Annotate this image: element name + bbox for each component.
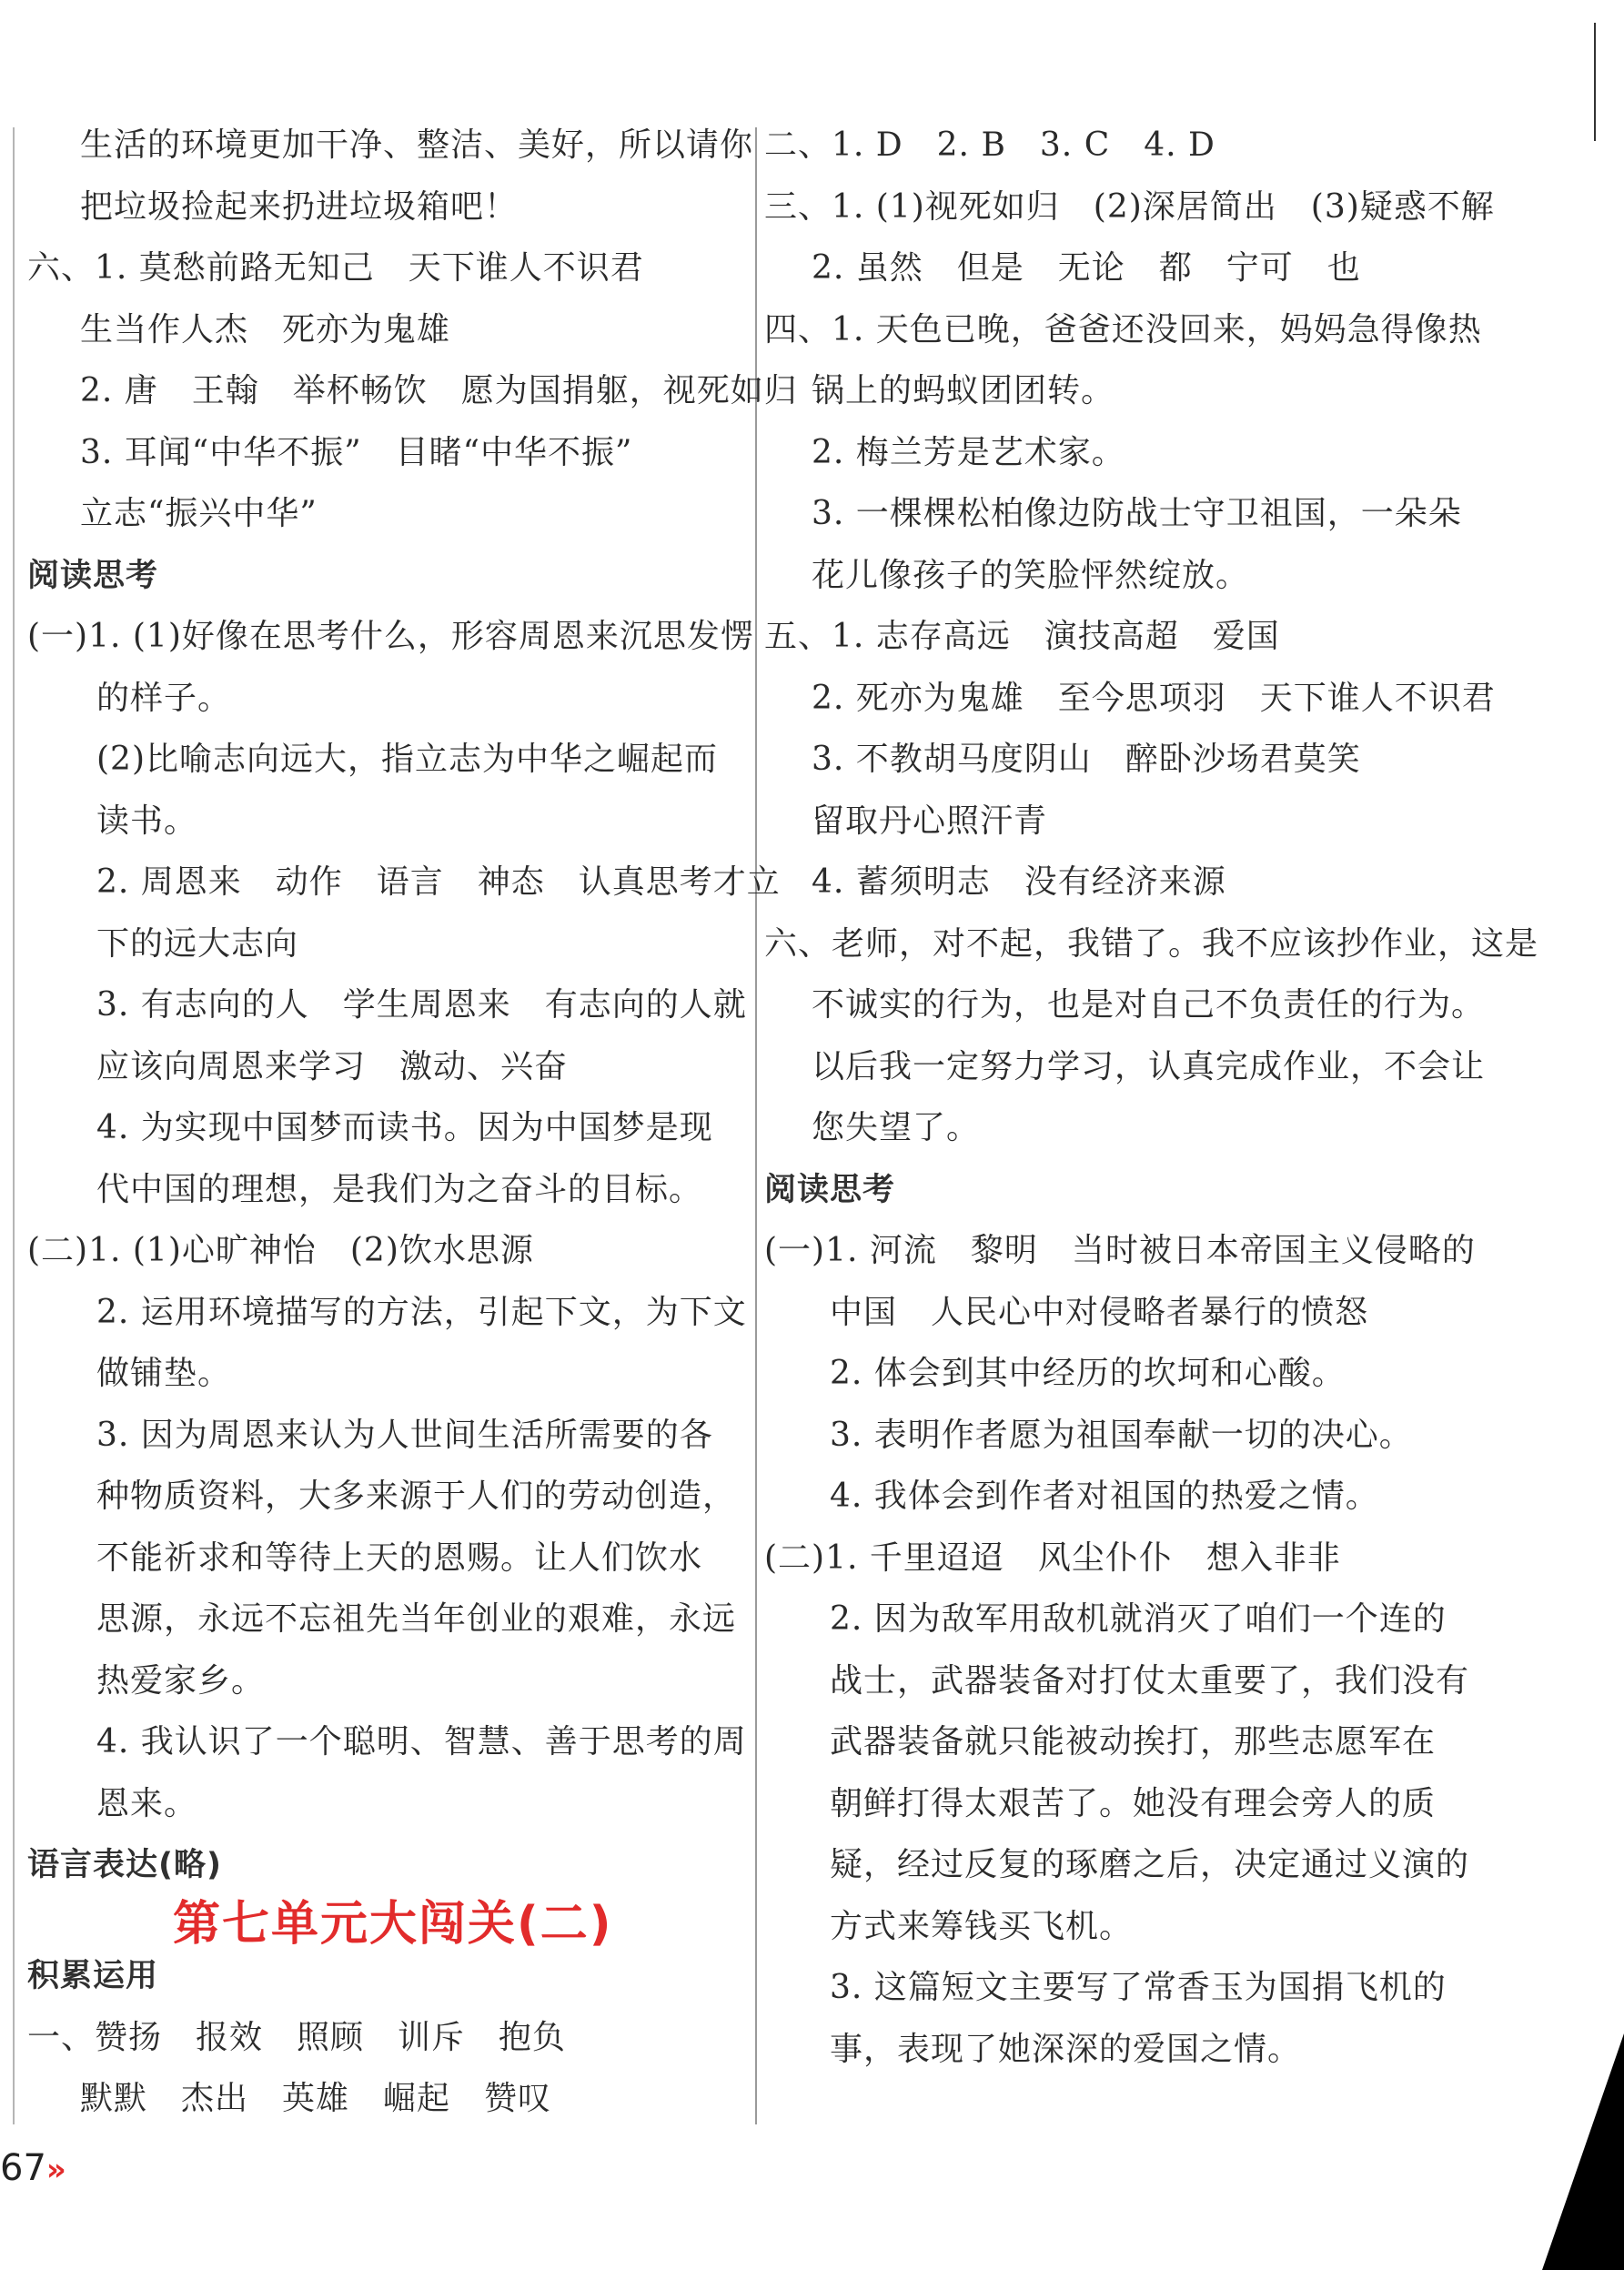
answer-line: 方式来筹钱买飞机。 [830,1907,1134,1945]
answer-line: 三、1. (1)视死如归 (2)深居简出 (3)疑惑不解 [764,187,1495,226]
answer-line: 朝鲜打得太艰苦了。她没有理会旁人的质 [830,1784,1437,1822]
answer-line: 代中国的理想，是我们为之奋斗的目标。 [96,1170,703,1208]
page-number-text: 67 [0,2147,46,2189]
answer-line: 立志“振兴中华” [80,495,318,532]
answer-line: 生当作人杰 死亦为鬼雄 [80,310,451,348]
answer-line: (二)1. 千里迢迢 风尘仆仆 想入非非 [764,1539,1341,1577]
answer-line: 2. 体会到其中经历的坎坷和心酸。 [830,1355,1346,1392]
column-divider [755,127,757,2124]
answer-line: 留取丹心照汗青 [812,802,1048,840]
answer-line: 3. 有志向的人 学生周恩来 有志向的人就 [96,986,747,1024]
answer-line: 4. 蓄须明志 没有经济来源 [812,863,1226,901]
answer-line: 做铺垫。 [96,1355,232,1392]
section-heading: 阅读思考 [764,1171,896,1208]
answer-line: 4. 我认识了一个聪明、智慧、善于思考的周 [96,1723,747,1761]
answer-line: 3. 因为周恩来认为人世间生活所需要的各 [96,1416,713,1454]
answer-line: 3. 表明作者愿为祖国奉献一切的决心。 [830,1416,1413,1454]
answer-line: 中国 人民心中对侵略者暴行的愤怒 [830,1293,1369,1331]
answer-line: 2. 梅兰芳是艺术家。 [812,433,1125,471]
answer-line: 四、1. 天色已晚，爸爸还没回来，妈妈急得像热 [764,310,1482,348]
section-heading: 语言表达(略) [27,1847,222,1883]
answer-line: 3. 耳闻“中华不振” 目睹“中华不振” [80,433,633,471]
answer-line: 2. 运用环境描写的方法，引起下文，为下文 [96,1293,747,1331]
answer-line: 读书。 [96,802,198,840]
section-heading: 积累运用 [27,1958,159,1994]
answer-line: 应该向周恩来学习 激动、兴奋 [96,1047,569,1085]
answer-line: 3. 一棵棵松柏像边防战士守卫祖国，一朵朵 [812,495,1462,532]
answer-line: 热爱家乡。 [96,1661,266,1700]
corner-shadow [1542,2033,1624,2270]
answer-line: 疑，经过反复的琢磨之后，决定通过义演的 [830,1846,1470,1883]
answer-line: 花儿像孩子的笑脸怦然绽放。 [812,556,1250,594]
answer-line: 2. 死亦为鬼雄 至今思项羽 天下谁人不识君 [812,679,1496,717]
answer-line: (2)比喻志向远大，指立志为中华之崛起而 [96,741,718,778]
answer-line: 六、1. 莫愁前路无知己 天下谁人不识君 [27,249,644,287]
answer-line: 4. 为实现中国梦而读书。因为中国梦是现 [96,1109,713,1146]
answer-line: 2. 虽然 但是 无论 都 宁可 也 [812,249,1361,287]
answer-line: 五、1. 志存高远 演技高超 爱国 [764,618,1280,655]
answer-line: 生活的环境更加干净、整洁、美好，所以请你 [80,126,754,164]
section-heading: 阅读思考 [27,557,159,594]
left-margin-rule [13,127,15,2124]
answer-line: 不诚实的行为，也是对自己不负责任的行为。 [812,986,1486,1024]
answer-line: 一、赞扬 报效 照顾 训斥 抱负 [27,2018,567,2056]
answer-line: 事，表现了她深深的爱国之情。 [830,2030,1302,2068]
answer-line: 种物质资料，大多来源于人们的劳动创造， [96,1478,737,1515]
answer-line: 2. 唐 王翰 举杯畅饮 愿为国捐躯，视死如归 [80,372,798,409]
answer-line: 以后我一定努力学习，认真完成作业，不会让 [812,1047,1486,1085]
answer-line: (一)1. 河流 黎明 当时被日本帝国主义侵略的 [764,1232,1476,1269]
unit-title: 第七单元大闯关(二) [173,1897,613,1952]
page-arrows-icon: » [45,2152,66,2188]
answer-line: 锅上的蚂蚁团团转。 [812,372,1115,409]
answer-line: 的样子。 [96,679,232,717]
answer-line: 恩来。 [96,1784,198,1822]
answer-line: 思源，永远不忘祖先当年创业的艰难，永远 [96,1600,737,1638]
answer-line: 3. 不教胡马度阴山 醉卧沙场君莫笑 [812,741,1361,778]
answer-line: 默默 杰出 英雄 崛起 赞叹 [80,2080,552,2117]
answer-line: 您失望了。 [812,1109,981,1146]
page-number [0,2145,66,2193]
answer-line: 3. 这篇短文主要写了常香玉为国捐飞机的 [830,1969,1447,2006]
answer-line: 战士，武器装备对打仗太重要了，我们没有 [830,1661,1470,1700]
answer-line: (二)1. (1)心旷神怡 (2)饮水思源 [27,1232,534,1269]
answer-line: 下的远大志向 [96,924,299,963]
answer-line: 2. 因为敌军用敌机就消灭了咱们一个连的 [830,1600,1447,1638]
answer-line: 六、老师，对不起，我错了。我不应该抄作业，这是 [764,924,1539,963]
answer-line: 不能祈求和等待上天的恩赐。让人们饮水 [96,1539,703,1577]
answer-line: 武器装备就只能被动挨打，那些志愿军在 [830,1723,1437,1761]
answer-line: 4. 我体会到作者对祖国的热爱之情。 [830,1478,1379,1515]
answer-line: 2. 周恩来 动作 语言 神态 认真思考才立 [96,863,781,901]
top-right-rule [1594,23,1596,141]
answer-line: 二、1. D 2. B 3. C 4. D [764,126,1215,164]
answer-line: 把垃圾捡起来扔进垃圾箱吧！ [80,187,519,226]
answer-line: (一)1. (1)好像在思考什么，形容周恩来沉思发愣 [27,618,754,655]
